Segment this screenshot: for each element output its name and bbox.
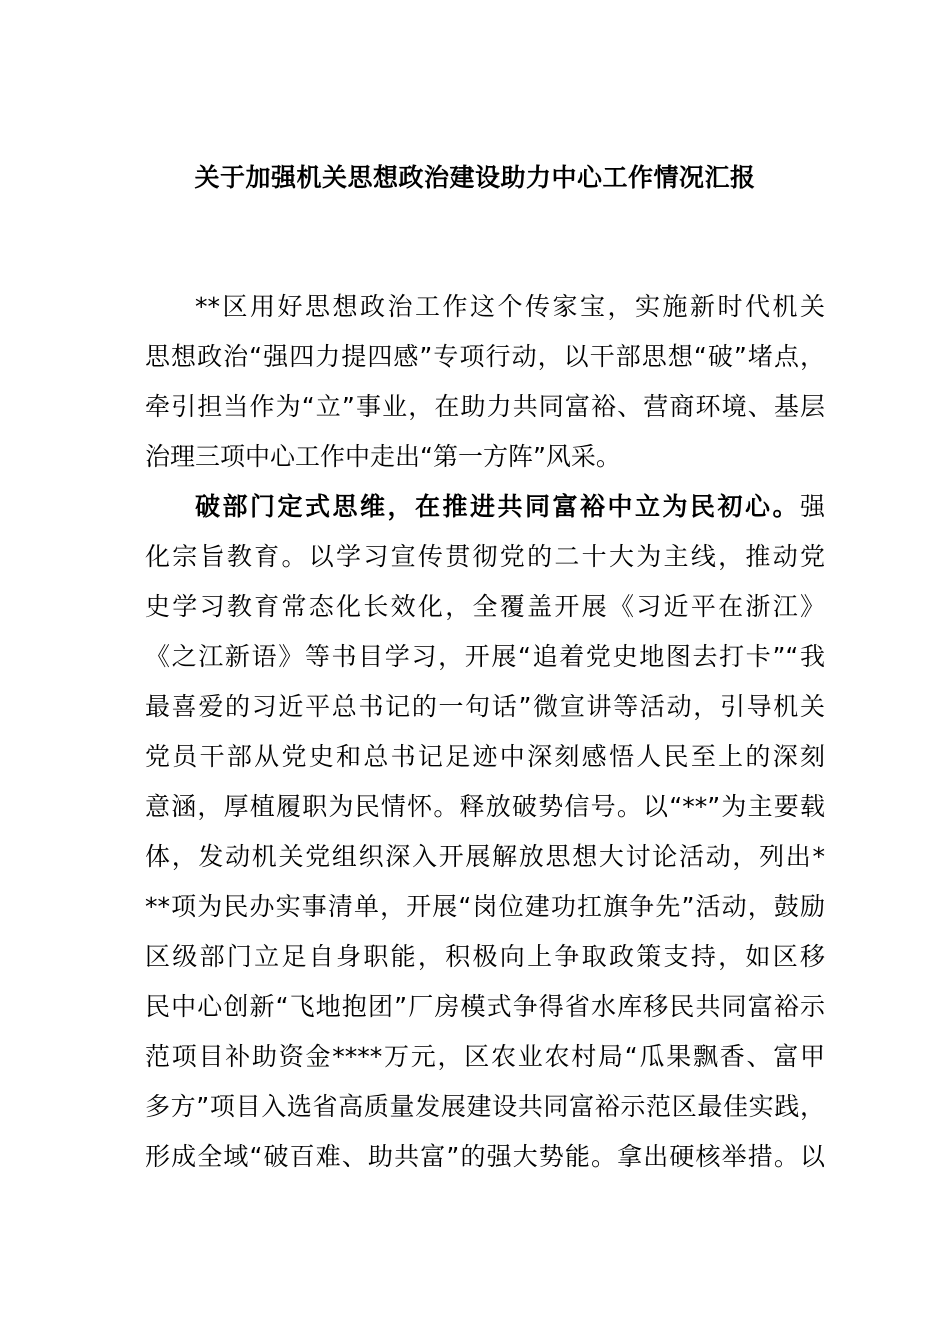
paragraph-line: 牵引担当作为“立”事业，在助力共同富裕、营商环境、基层 bbox=[145, 392, 825, 421]
paragraph-line: 多方”项目入选省高质量发展建设共同富裕示范区最佳实践， bbox=[145, 1092, 825, 1121]
paragraph-section-1 bbox=[145, 482, 825, 1182]
paragraph-line: 治理三项中心工作中走出“第一方阵”风采。 bbox=[145, 442, 621, 471]
paragraph-line: **区用好思想政治工作这个传家宝，实施新时代机关 bbox=[195, 292, 825, 321]
paragraph-line: 化宗旨教育。以学习宣传贯彻党的二十大为主线，推动党 bbox=[145, 542, 825, 571]
paragraph-line: 最喜爱的习近平总书记的一句话”微宣讲等活动，引导机关 bbox=[145, 692, 825, 721]
document-title: 关于加强机关思想政治建设助力中心工作情况汇报 bbox=[194, 163, 756, 192]
paragraph-line: **项为民办实事清单，开展“岗位建功扛旗争先”活动，鼓励 bbox=[145, 892, 825, 921]
paragraph-line: 民中心创新“飞地抱团”厂房模式争得省水库移民共同富裕示 bbox=[145, 992, 825, 1021]
paragraph-line: 思想政治“强四力提四感”专项行动，以干部思想“破”堵点， bbox=[145, 342, 825, 371]
paragraph-line: 体，发动机关党组织深入开展解放思想大讨论活动，列出* bbox=[145, 842, 825, 871]
section-heading: 破部门定式思维，在推进共同富裕中立为民初心。 bbox=[195, 492, 800, 521]
paragraph-intro bbox=[145, 282, 825, 482]
paragraph-line bbox=[145, 482, 825, 532]
document-body bbox=[145, 282, 825, 1182]
paragraph-line: 区级部门立足自身职能，积极向上争取政策支持，如区移 bbox=[145, 942, 825, 971]
paragraph-line: 史学习教育常态化长效化，全覆盖开展《习近平在浙江》 bbox=[145, 592, 825, 621]
paragraph-line: 《之江新语》等书目学习，开展“追着党史地图去打卡”“我 bbox=[145, 642, 825, 671]
paragraph-line: 党员干部从党史和总书记足迹中深刻感悟人民至上的深刻 bbox=[145, 742, 825, 771]
heading-line-continuation: 强 bbox=[799, 492, 825, 521]
paragraph-line: 范项目补助资金****万元，区农业农村局“瓜果飘香、富甲 bbox=[145, 1042, 825, 1071]
paragraph-line: 形成全域“破百难、助共富”的强大势能。拿出硬核举措。以 bbox=[145, 1142, 825, 1171]
paragraph-line: 意涵，厚植履职为民情怀。释放破势信号。以“**”为主要载 bbox=[145, 792, 825, 821]
